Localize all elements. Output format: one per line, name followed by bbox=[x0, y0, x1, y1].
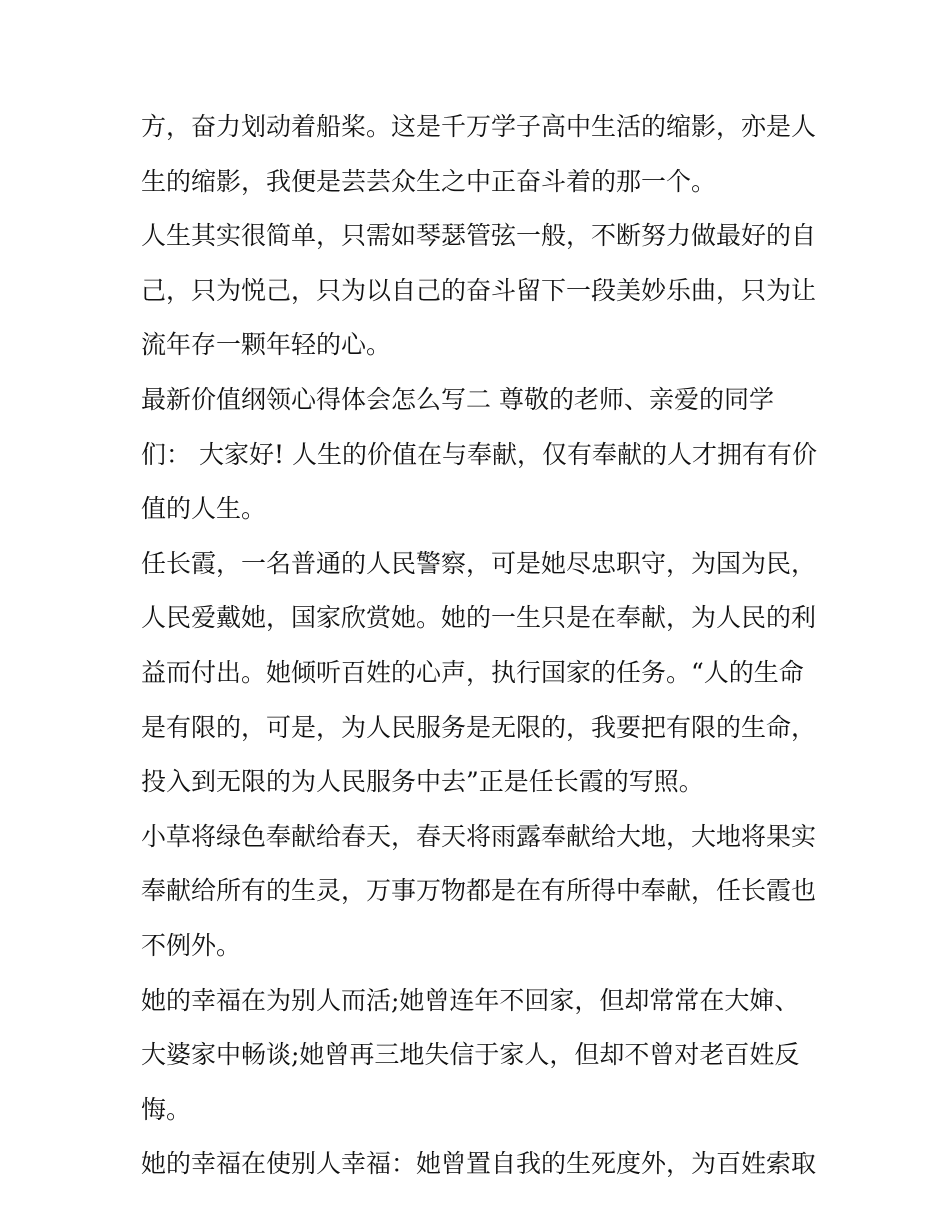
text-line-11: 益而付出。她倾听百姓的心声，执行国家的任务。“人的生命 bbox=[141, 657, 804, 687]
text-line-18: 大婆家中畅谈;她曾再三地失信于家人，但却不曾对老百姓反 bbox=[141, 1040, 800, 1070]
text-line-4: 己，只为悦己，只为以自己的奋斗留下一段美妙乐曲，只为让 bbox=[141, 275, 817, 305]
text-line-19: 悔。 bbox=[141, 1094, 192, 1124]
text-line-9: 任长霞，一名普通的人民警察，可是她尽忠职守，为国为民， bbox=[141, 548, 817, 578]
text-line-1: 方，奋力划动着船桨。这是千万学子高中生活的缩影，亦是人 bbox=[141, 112, 817, 141]
text-line-3: 人生其实很简单，只需如琴瑟管弦一般，不断努力做最好的自 bbox=[141, 221, 817, 251]
text-line-20: 她的幸福在使别人幸福：她曾置自我的生死度外，为百姓索取 bbox=[141, 1149, 817, 1179]
text-line-6: 最新价值纲领心得体会怎么写二 尊敬的老师、亲爱的同学 bbox=[141, 384, 774, 414]
text-line-17: 她的幸福在为别人而活;她曾连年不回家，但却常常在大婶、 bbox=[141, 985, 800, 1015]
text-line-14: 小草将绿色奉献给春天，春天将雨露奉献给大地，大地将果实 bbox=[141, 821, 817, 851]
text-line-12: 是有限的，可是，为人民服务是无限的，我要把有限的生命， bbox=[141, 712, 817, 742]
text-line-15: 奉献给所有的生灵，万事万物都是在有所得中奉献，任长霞也 bbox=[141, 876, 817, 906]
body-text bbox=[141, 100, 821, 1192]
text-line-5: 流年存一颗年轻的心。 bbox=[141, 330, 392, 360]
text-line-2: 生的缩影，我便是芸芸众生之中正奋斗着的那一个。 bbox=[141, 166, 717, 196]
text-line-13: 投入到无限的为人民服务中去”正是任长霞的写照。 bbox=[141, 767, 704, 797]
text-line-7: 们： 大家好! 人生的价值在与奉献，仅有奉献的人才拥有有价 bbox=[141, 439, 817, 469]
text-line-8: 值的人生。 bbox=[141, 494, 267, 524]
text-line-16: 不例外。 bbox=[141, 930, 242, 960]
text-line-10: 人民爱戴她，国家欣赏她。她的一生只是在奉献，为人民的利 bbox=[141, 603, 817, 633]
